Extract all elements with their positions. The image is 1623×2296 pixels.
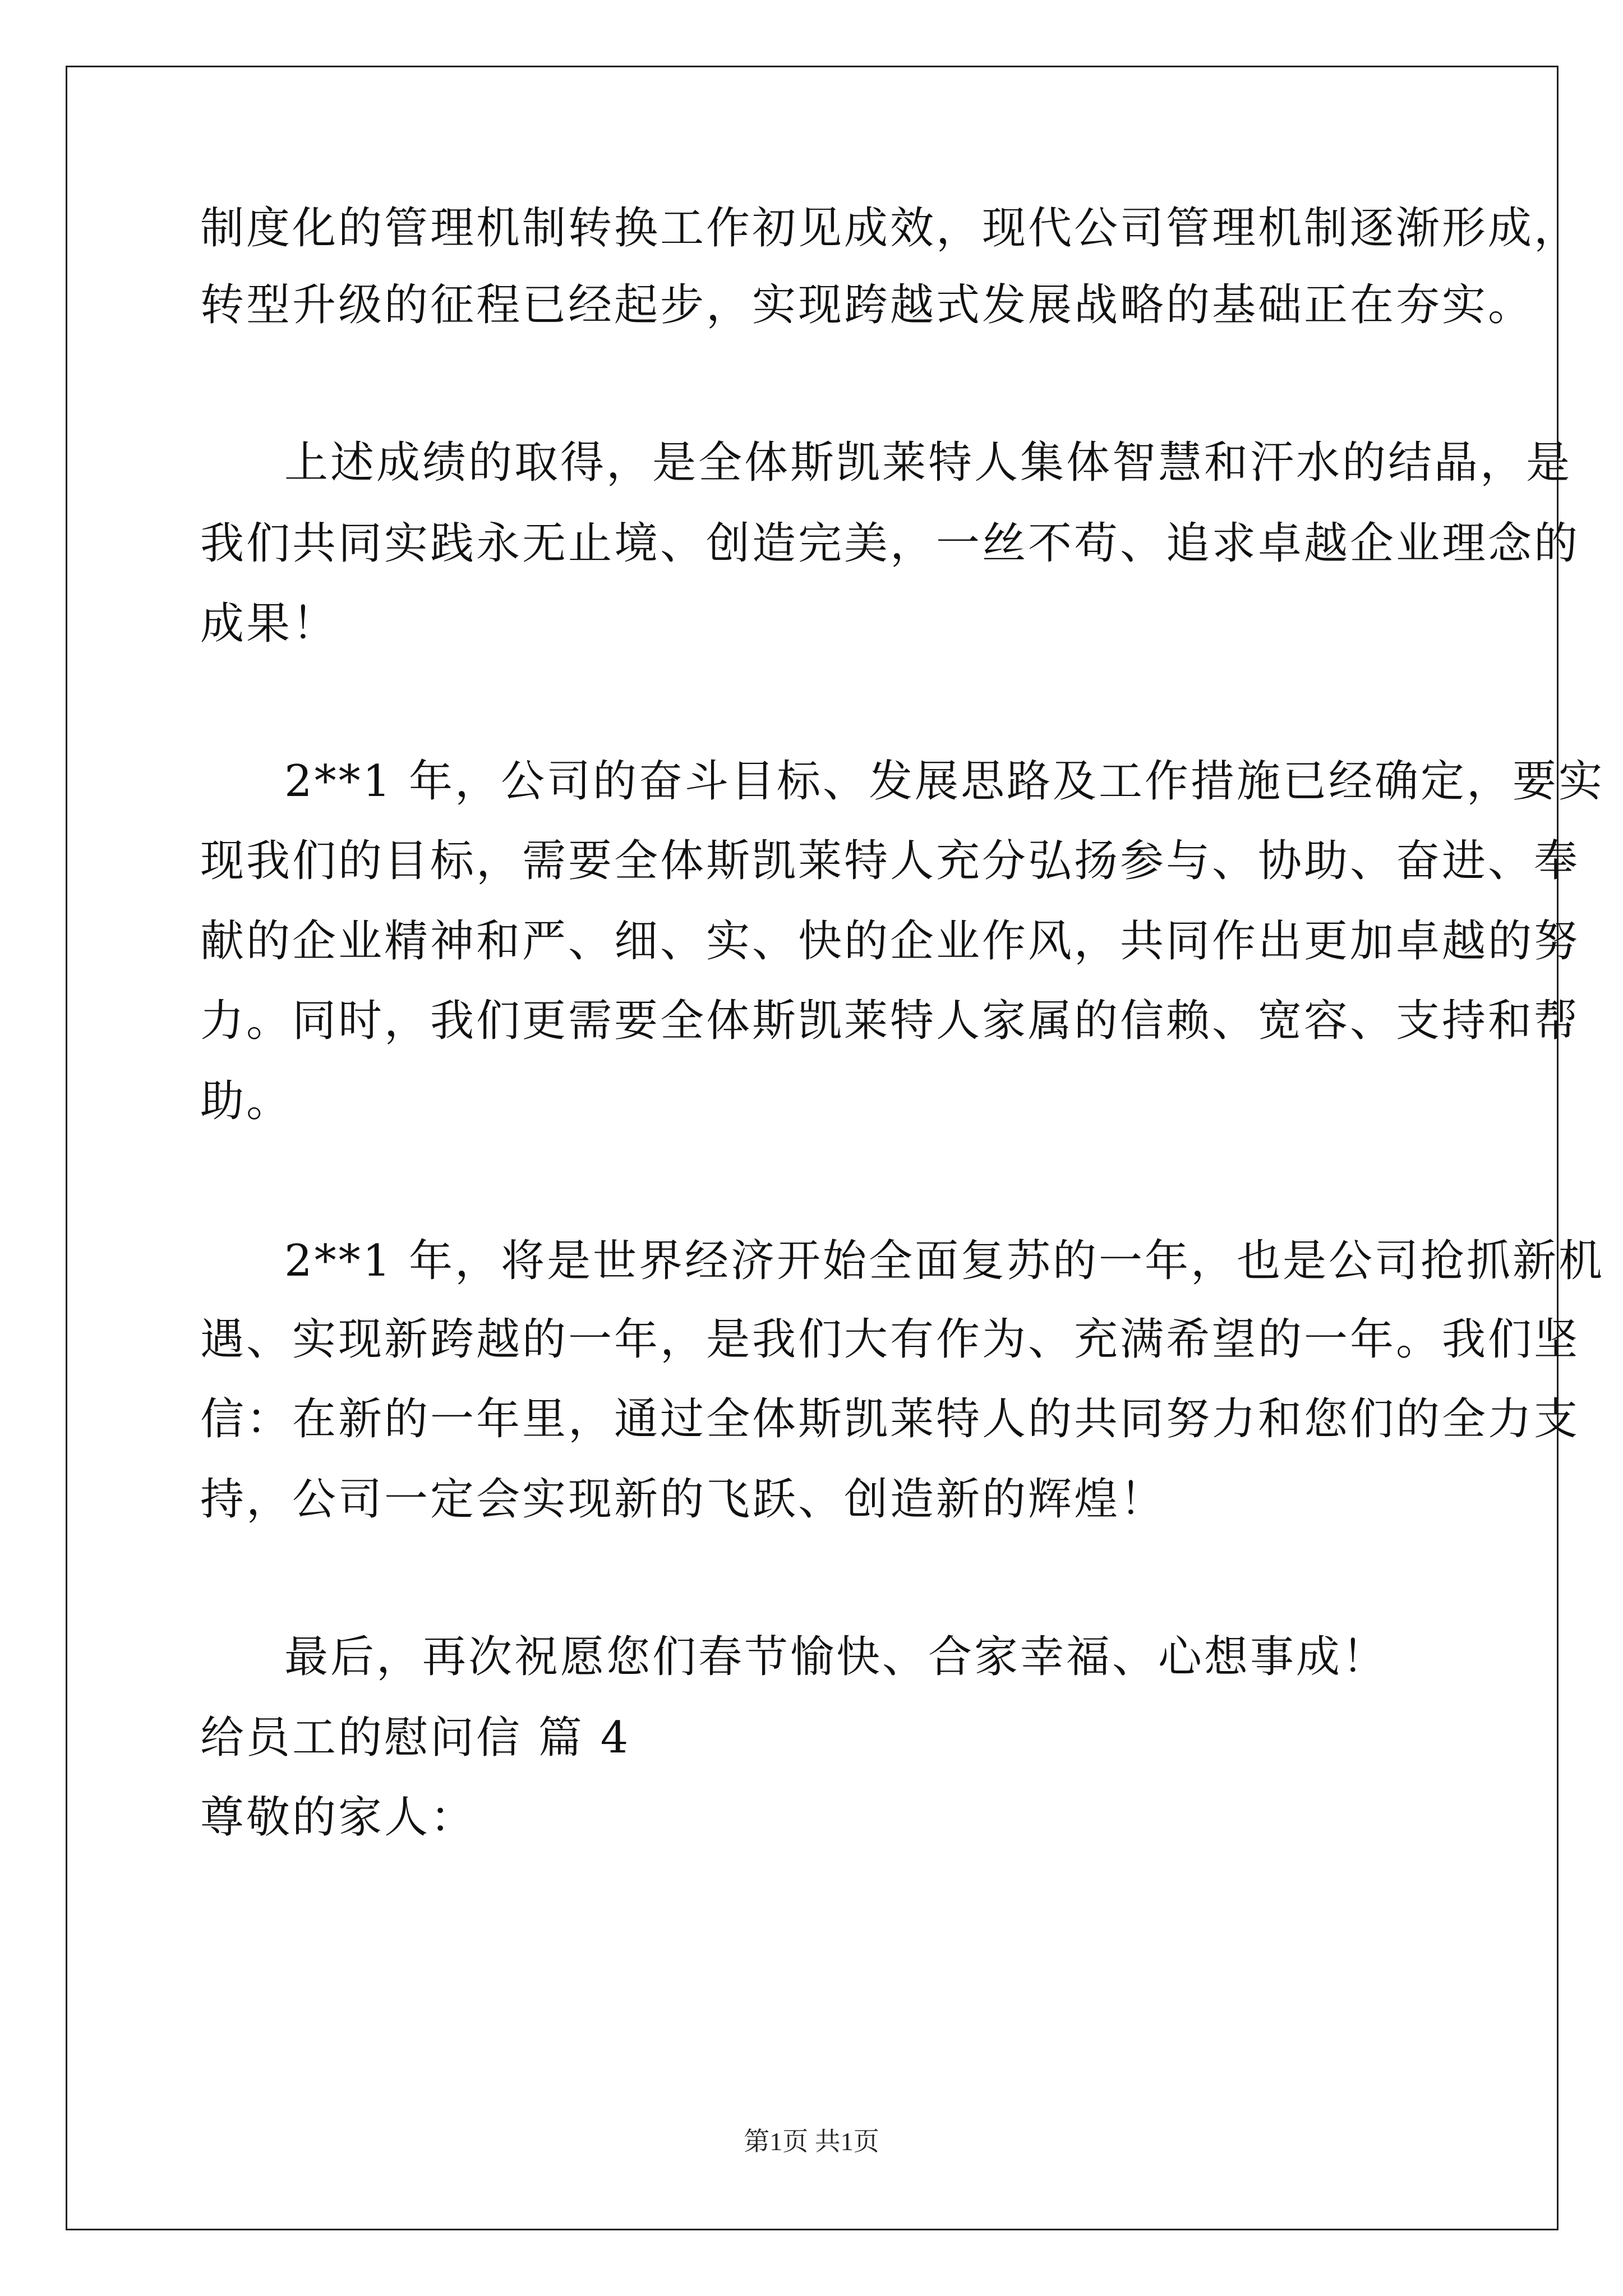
text-line-5: 成果！ (200, 599, 339, 649)
text-line-11: 2**1 年，将是世界经济开始全面复苏的一年，也是公司抢抓新机 (284, 1236, 1605, 1286)
text-line-8: 献的企业精神和严、细、实、快的企业作风，共同作出更加卓越的努 (200, 916, 1580, 967)
text-line-1: 制度化的管理机制转换工作初见成效，现代公司管理机制逐渐形成， (200, 203, 1580, 254)
text-line-12: 遇、实现新跨越的一年，是我们大有作为、充满希望的一年。我们坚 (200, 1314, 1580, 1365)
text-line-15: 最后，再次祝愿您们春节愉快、合家幸福、心想事成！ (284, 1632, 1389, 1682)
section-heading: 给员工的慰问信 篇 4 (200, 1713, 631, 1763)
salutation: 尊敬的家人： (200, 1792, 477, 1843)
page-border (66, 66, 1559, 2230)
text-line-14: 持，公司一定会实现新的飞跃、创造新的辉煌！ (200, 1474, 1166, 1525)
text-line-13: 信：在新的一年里，通过全体斯凯莱特人的共同努力和您们的全力支 (200, 1394, 1580, 1444)
text-line-2: 转型升级的征程已经起步，实现跨越式发展战略的基础正在夯实。 (200, 280, 1534, 330)
page-number: 第1页 共1页 (744, 2127, 879, 2156)
text-line-10: 助。 (200, 1076, 293, 1126)
text-line-7: 现我们的目标，需要全体斯凯莱特人充分弘扬参与、协助、奋进、奉 (200, 836, 1580, 886)
text-line-6: 2**1 年，公司的奋斗目标、发展思路及工作措施已经确定，要实 (284, 756, 1605, 807)
text-line-4: 我们共同实践永无止境、创造完美，一丝不苟、追求卓越企业理念的 (200, 518, 1580, 569)
text-line-3: 上述成绩的取得，是全体斯凯莱特人集体智慧和汗水的结晶，是 (284, 438, 1573, 488)
text-line-9: 力。同时，我们更需要全体斯凯莱特人家属的信赖、宽容、支持和帮 (200, 996, 1580, 1046)
